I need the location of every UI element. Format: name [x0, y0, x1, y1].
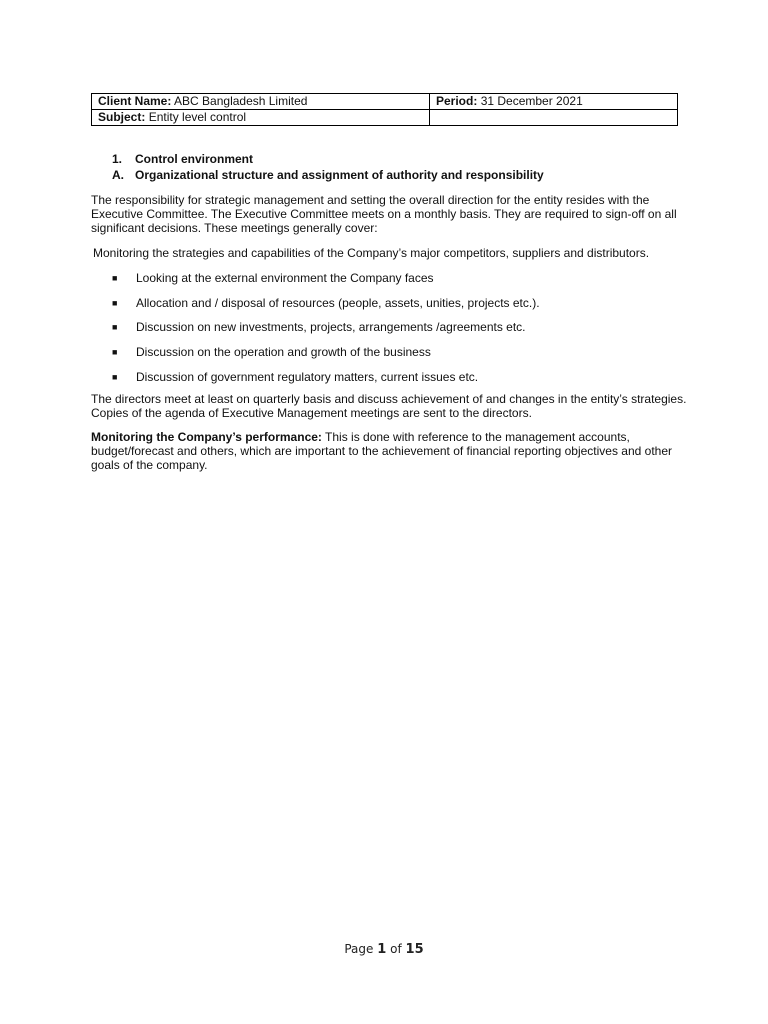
section-headings	[112, 151, 712, 183]
monitoring-strategies-paragraph: Monitoring the strategies and capabilities of the Company’s major competitors, suppliers and distributors.	[93, 246, 650, 260]
list-item-text: Discussion of government regulatory matters, current issues etc.	[136, 369, 479, 384]
bullet-square-icon: ■	[112, 347, 118, 358]
list-item	[112, 320, 692, 345]
bullet-square-icon: ■	[112, 297, 118, 308]
empty-cell	[430, 110, 678, 126]
bullet-square-icon: ■	[112, 371, 118, 382]
performance-text: This is done with reference to the management accounts, budget/forecast and others, which are important to the achievement of financial reporting objectives and other goals of the company.	[91, 430, 673, 472]
current-page-number: 1	[377, 942, 387, 957]
total-page-number: 15	[405, 942, 424, 957]
list-item-text: Discussion on new investments, projects, arrangements /agreements etc.	[136, 320, 526, 335]
heading-text: Organizational structure and assignment of authority and responsibility	[135, 168, 544, 182]
bullet-square-icon: ■	[112, 322, 118, 333]
page-footer	[0, 942, 768, 957]
performance-paragraph	[91, 430, 691, 472]
directors-paragraph: The directors meet at least on quarterly basis and discuss achievement of and changes in the entity’s strategies. Copies of the agenda of Executive Management meetings are sent to the directors.	[91, 392, 687, 420]
heading-organizational-structure	[112, 167, 712, 183]
list-item-text: Discussion on the operation and growth of the business	[136, 345, 431, 360]
intro-paragraph: The responsibility for strategic management and setting the overall direction for the entity resides with the Executive Committee. The Executive Committee meets on a monthly basis. They are required to sign-off on all significant decisions. These meetings generally cover:	[91, 193, 677, 235]
period-cell	[430, 94, 678, 110]
list-item	[112, 370, 692, 395]
heading-number: 1.	[112, 152, 123, 166]
list-item-text: Allocation and / disposal of resources (people, assets, unities, projects etc.).	[136, 295, 540, 310]
subject-label: Subject:	[98, 110, 146, 124]
performance-label: Monitoring the Company’s performance:	[91, 430, 322, 444]
header-row-1	[92, 94, 678, 110]
header-row-2	[92, 110, 678, 126]
bullet-square-icon: ■	[112, 273, 118, 283]
bullet-list	[112, 271, 692, 394]
list-item	[112, 296, 692, 321]
heading-control-environment	[112, 151, 712, 167]
heading-text: Control environment	[135, 152, 254, 166]
period-label: Period:	[436, 94, 478, 108]
subject-cell	[92, 110, 430, 126]
header-table	[91, 93, 678, 126]
list-item	[112, 271, 692, 296]
subject-value: Entity level control	[148, 110, 247, 124]
list-item	[112, 345, 692, 370]
heading-number: A.	[112, 168, 124, 182]
client-name-label: Client Name:	[98, 94, 172, 108]
page-word: Page	[344, 942, 374, 956]
client-name-value: ABC Bangladesh Limited	[174, 94, 308, 108]
list-item-text: Looking at the external environment the Company faces	[136, 271, 434, 285]
of-word: of	[390, 942, 402, 956]
client-name-cell	[92, 94, 430, 110]
period-value: 31 December 2021	[480, 94, 583, 108]
